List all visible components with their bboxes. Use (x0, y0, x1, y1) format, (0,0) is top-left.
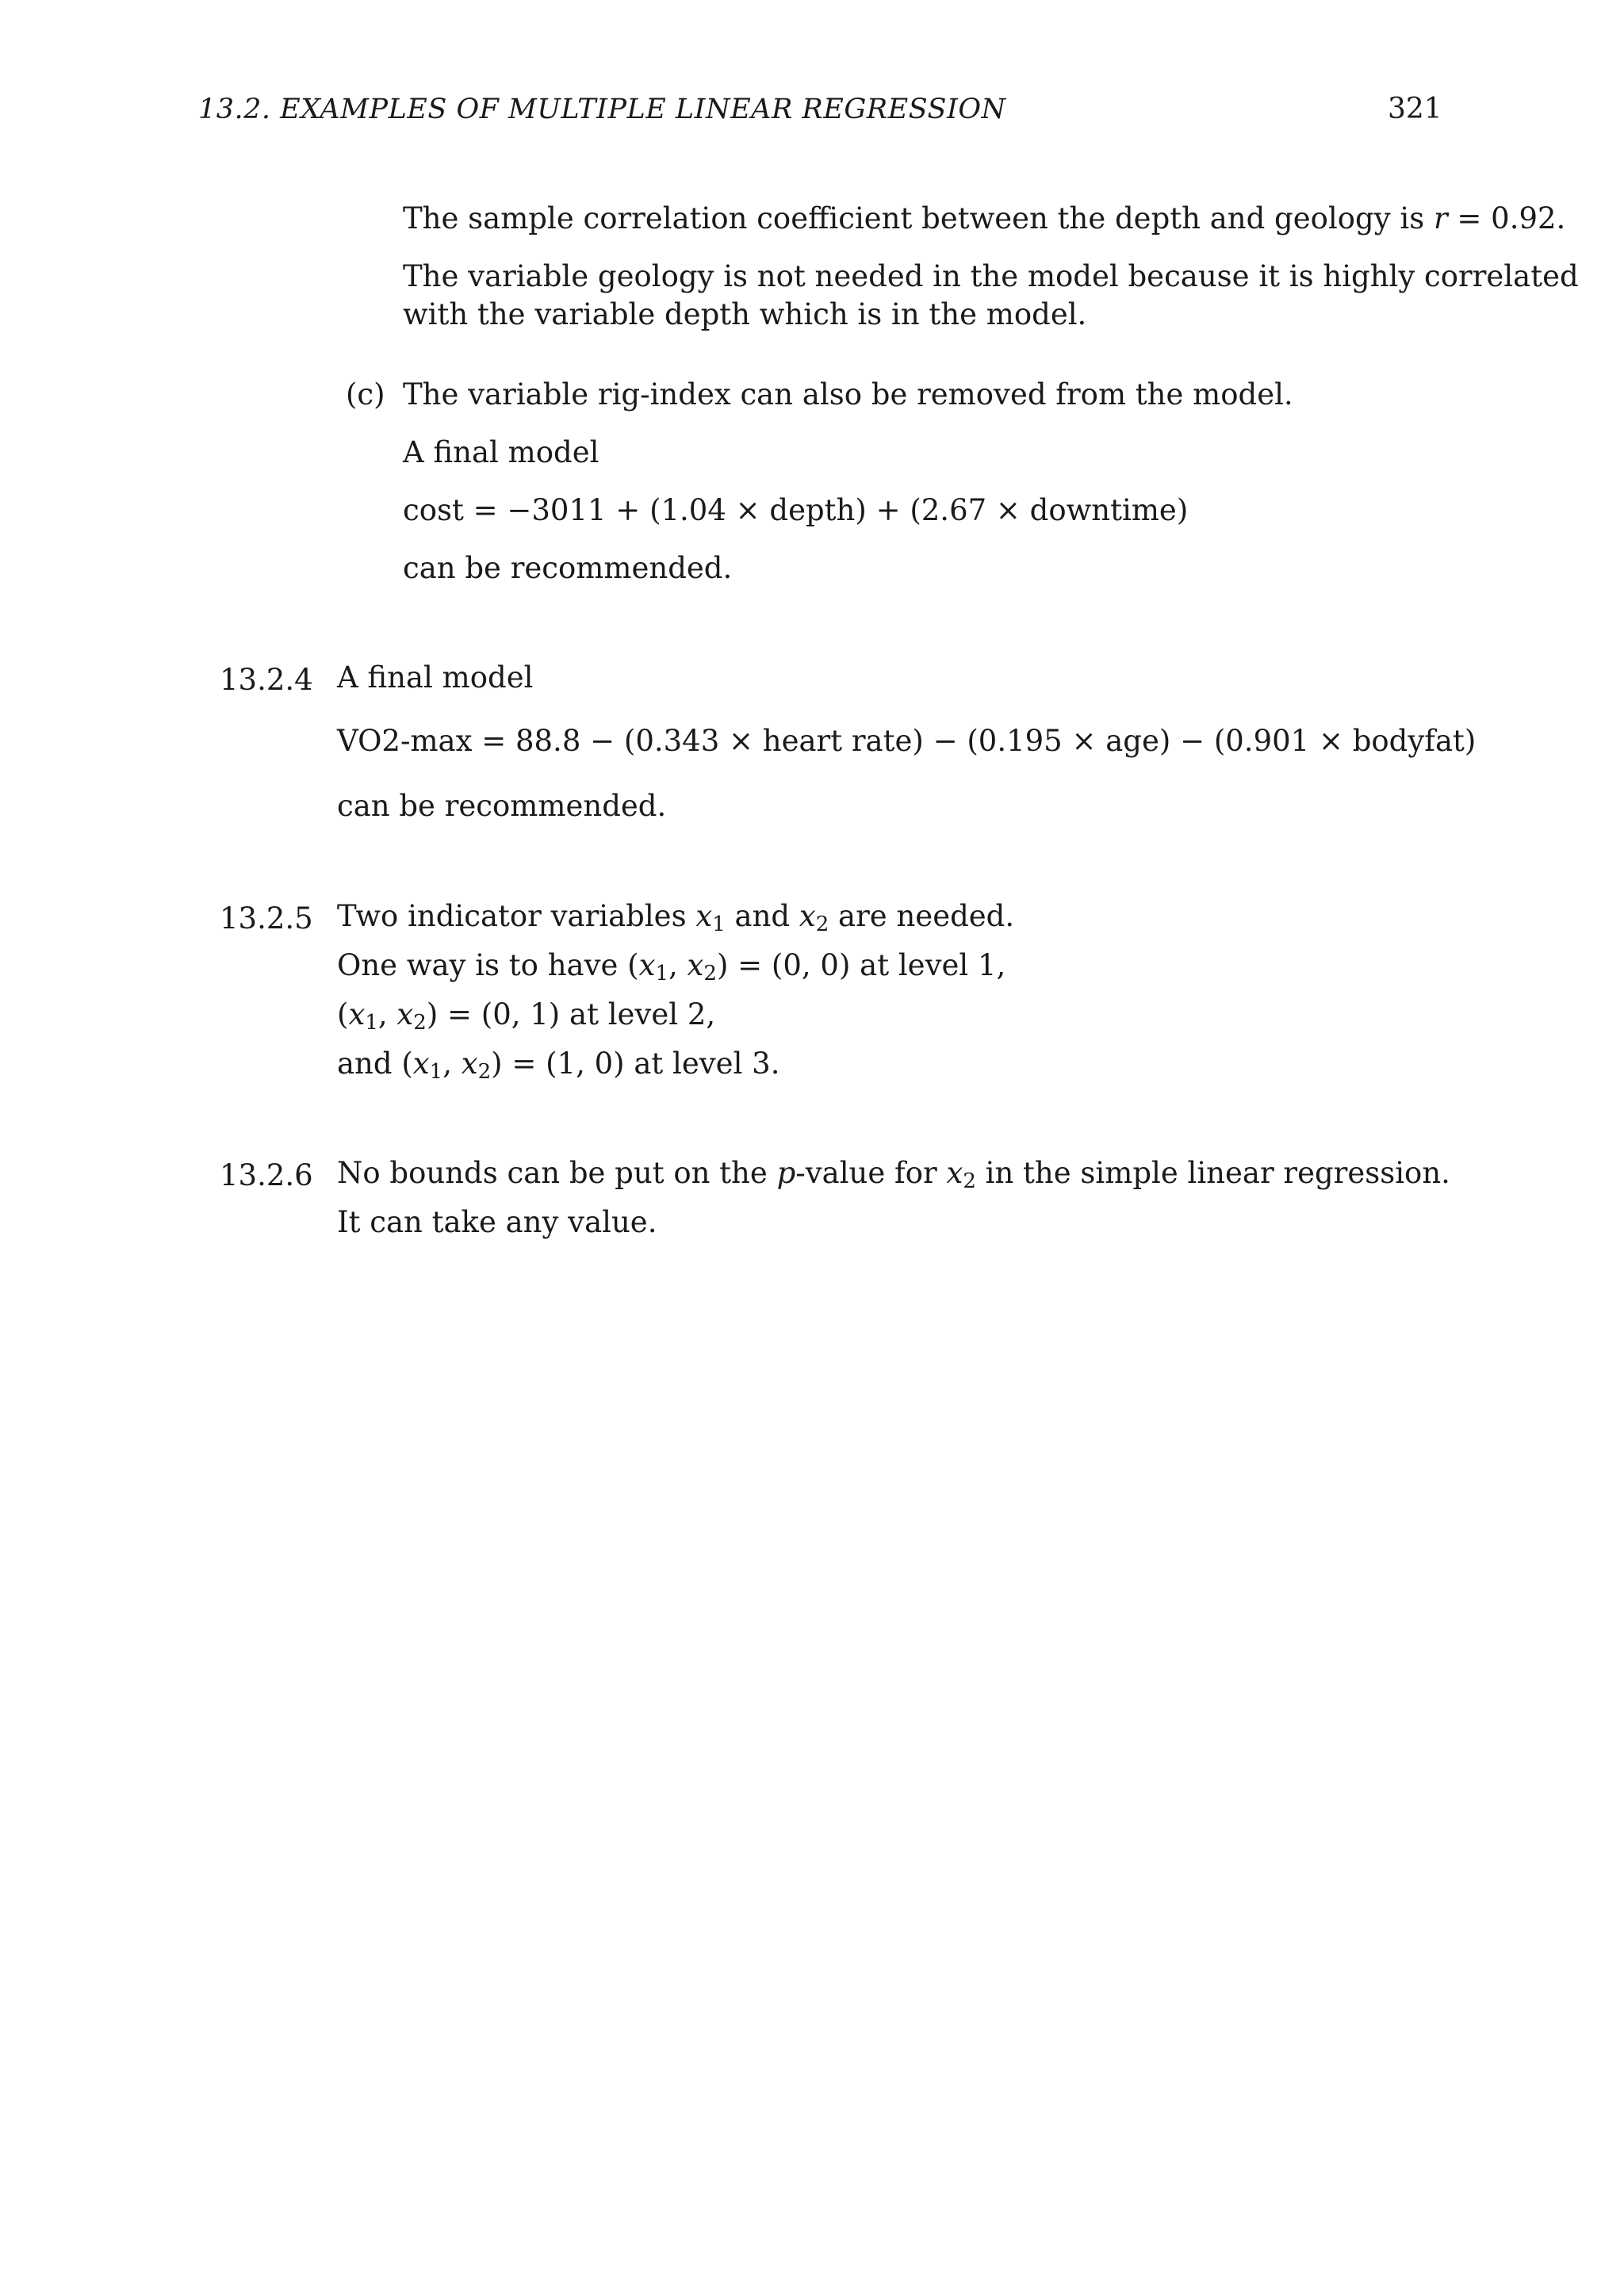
explanation-line-2: with the variable depth which is in the model. (403, 297, 1087, 331)
problem-number-13-2-5: 13.2.5 (220, 901, 313, 936)
problem-13-2-4-line-1: A final model (337, 660, 534, 695)
problem-13-2-4-line-2: can be recommended. (337, 789, 667, 823)
part-c-line-2: A final model (403, 435, 599, 469)
part-c-line-3: can be recommended. (403, 551, 733, 585)
vo2-max-equation: VO2-max = 88.8 − (0.343 × heart rate) − (0.195 × age) − (0.901 × bodyfat) (337, 724, 1477, 758)
problem-number-13-2-6: 13.2.6 (220, 1158, 313, 1192)
part-c-line-1: The variable rig-index can also be removed from the model. (403, 377, 1293, 411)
page-number: 321 (1388, 93, 1442, 125)
cost-equation: cost = −3011 + (1.04 × depth) + (2.67 × downtime) (403, 493, 1189, 527)
part-c-label: (c) (346, 377, 385, 411)
problem-13-2-5-line-2: One way is to have ($x_1$, $x_2) = (0$, 0) at level 1, (337, 948, 1006, 985)
running-header-title: 13.2. EXAMPLES OF MULTIPLE LINEAR REGRESSION (198, 94, 1006, 125)
problem-13-2-6-line-2: It can take any value. (337, 1205, 657, 1239)
problem-13-2-5-line-1: Two indicator variables $x_1$ and $x_2$ are needed. (337, 899, 1015, 936)
problem-13-2-6-line-1: No bounds can be put on the p-value for $x_2$ in the simple linear regression. (337, 1156, 1450, 1193)
problem-13-2-5-line-3: ($x_1$, $x_2) = (0$, 1) at level 2, (337, 997, 716, 1035)
explanation-line-1: The variable geology is not needed in the model because it is highly correlated (403, 259, 1579, 293)
problem-13-2-5-line-4: and ($x_1$, $x_2) = (1$, 0) at level 3. (337, 1047, 780, 1084)
problem-number-13-2-4: 13.2.4 (220, 663, 313, 697)
correlation-sentence: The sample correlation coefficient between the depth and geology is r = 0.92. (403, 201, 1566, 235)
